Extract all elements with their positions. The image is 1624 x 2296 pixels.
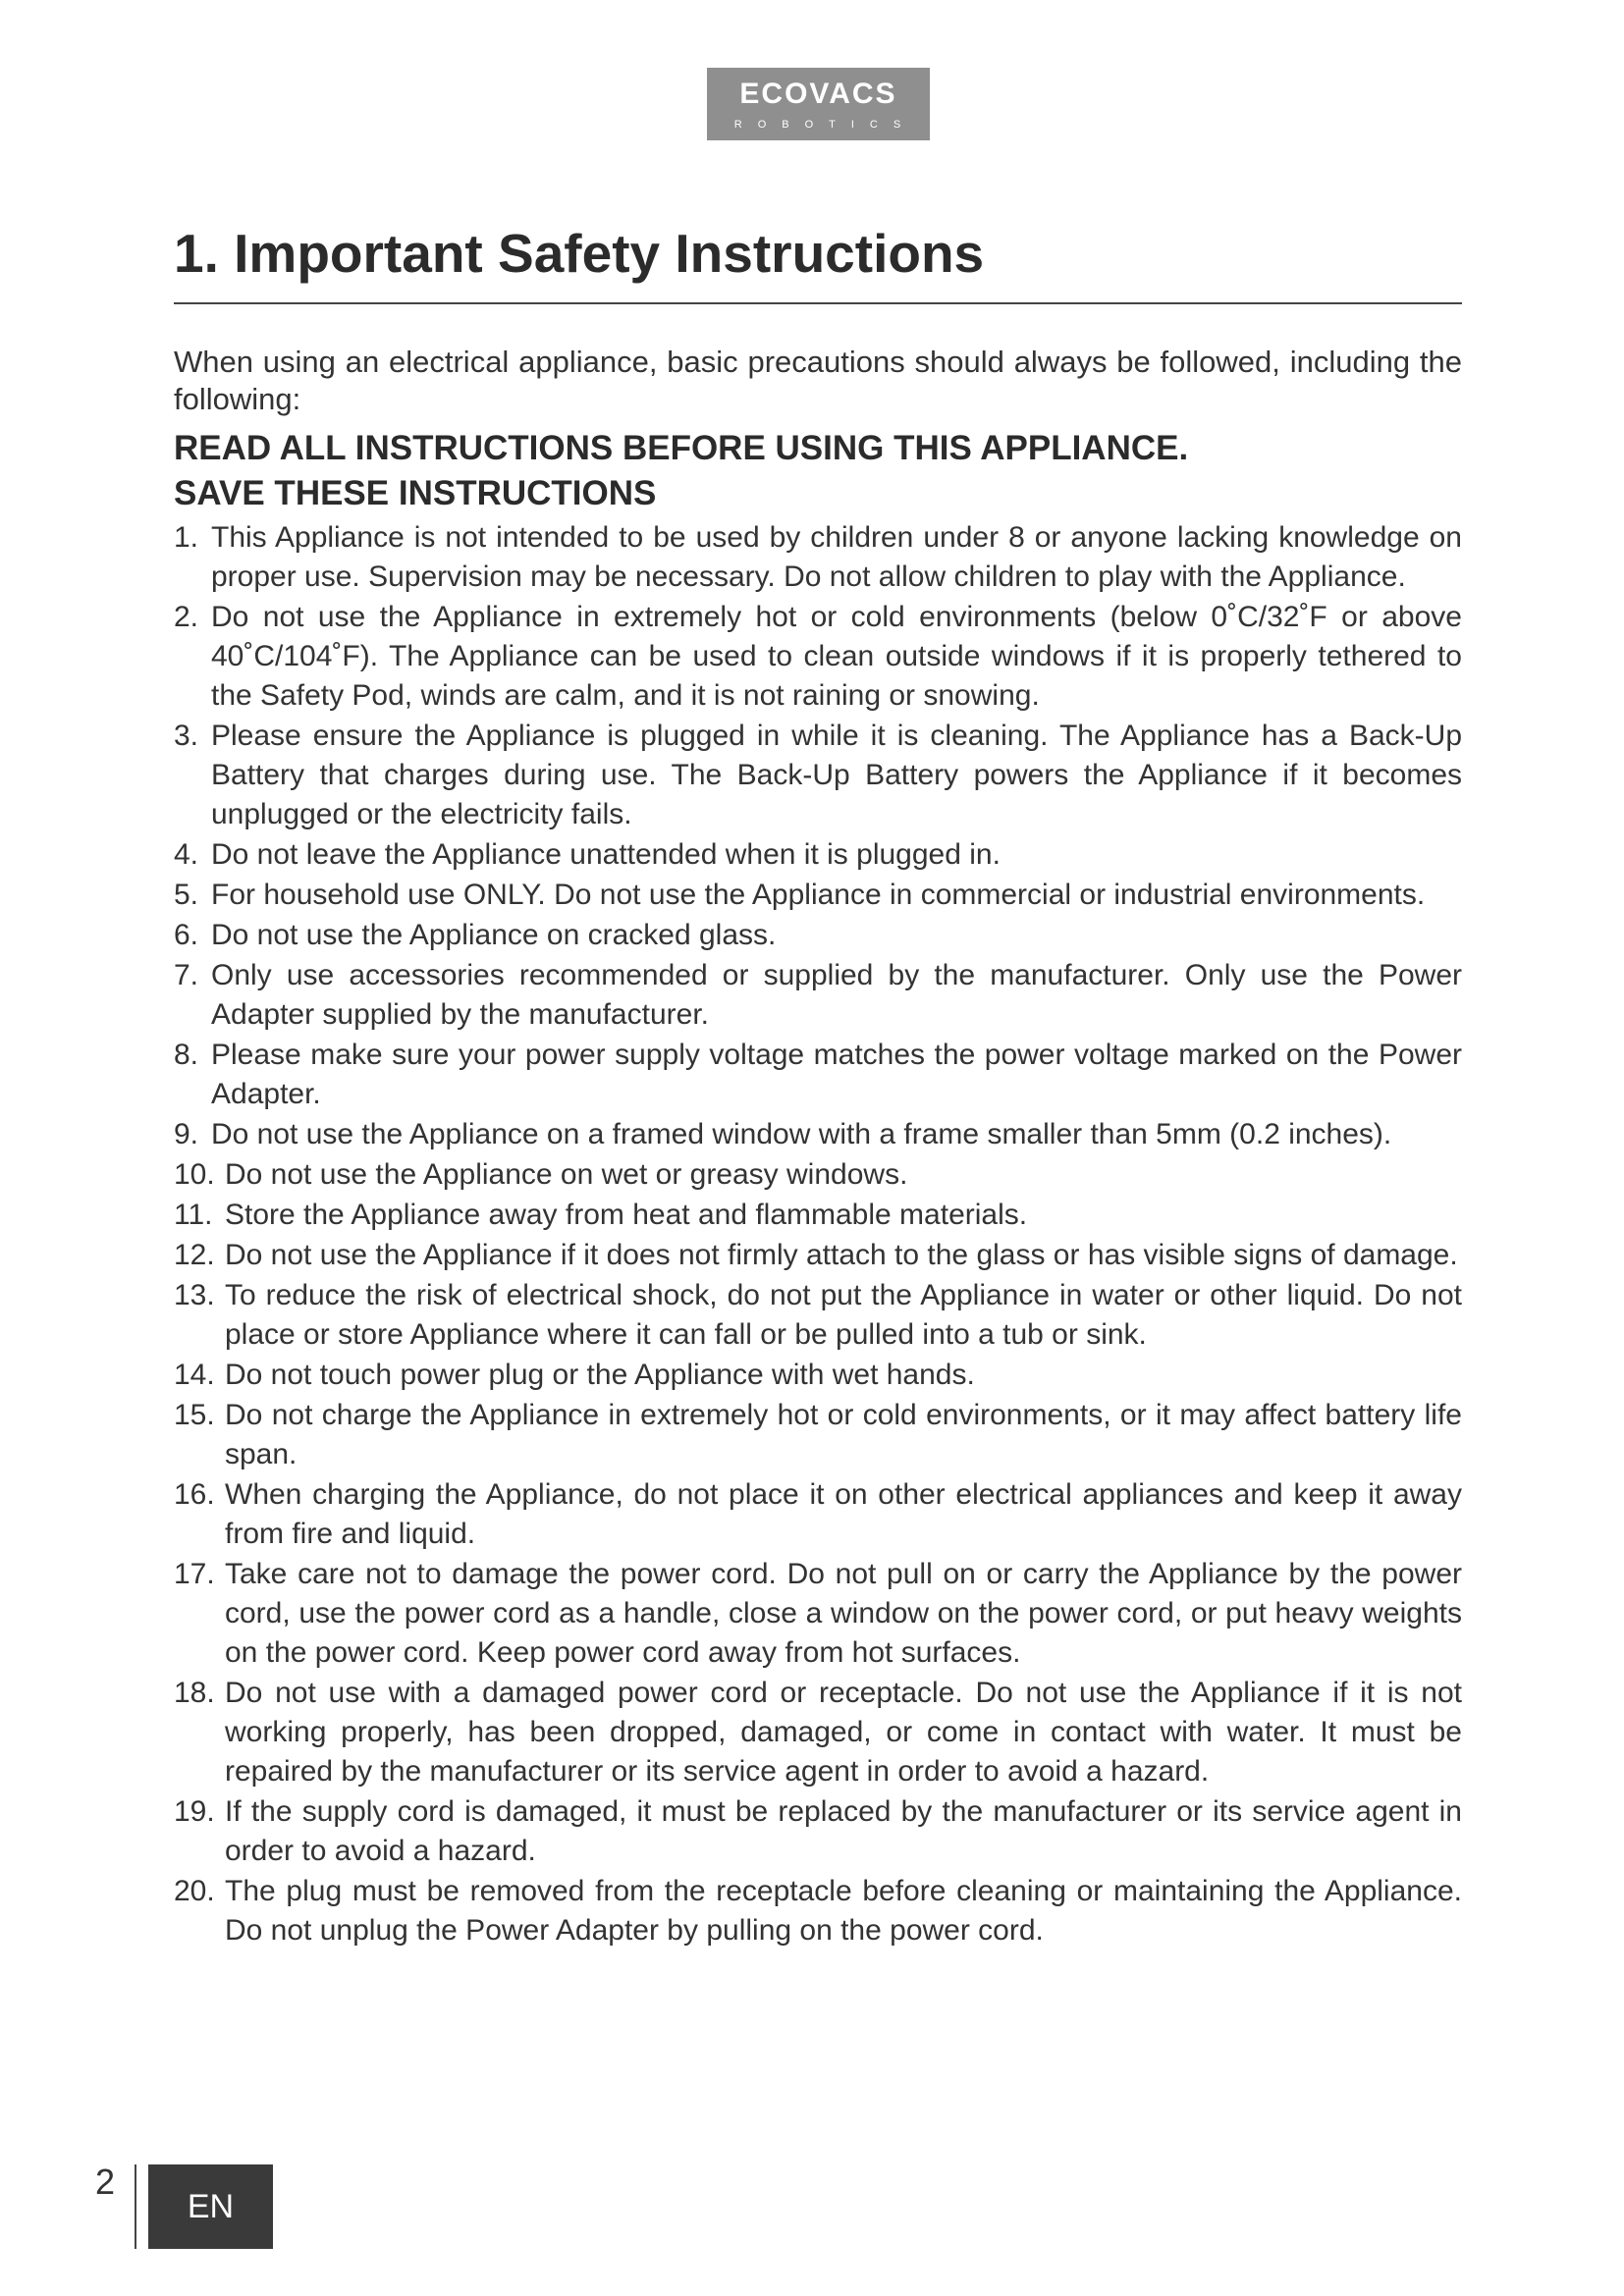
list-item bbox=[174, 916, 1462, 955]
item-number: 5. bbox=[174, 879, 199, 911]
safety-instruction-list bbox=[174, 518, 1462, 1950]
item-number: 8. bbox=[174, 1039, 199, 1071]
item-number: 10. bbox=[174, 1158, 215, 1191]
brand-logo bbox=[707, 68, 930, 140]
language-tab: EN bbox=[148, 2164, 273, 2249]
item-number: 12. bbox=[174, 1239, 215, 1271]
item-text: Do not leave the Appliance unattended when it is plugged in. bbox=[211, 838, 1001, 871]
list-item bbox=[174, 1674, 1462, 1791]
footer-divider bbox=[135, 2164, 136, 2249]
item-text: Do not use the Appliance if it does not firmly attach to the glass or has visible signs of damage. bbox=[225, 1239, 1458, 1271]
item-text: Take care not to damage the power cord. Do not pull on or carry the Appliance by the power cord, use the power cord as a handle, close a window on the power cord, or put heavy weights on the power cord. Keep power cord away from hot surfaces. bbox=[225, 1558, 1462, 1669]
item-number: 2. bbox=[174, 601, 199, 633]
item-number: 15. bbox=[174, 1399, 215, 1431]
item-text: When charging the Appliance, do not place it on other electrical appliances and keep it away from fire and liquid. bbox=[225, 1478, 1462, 1550]
warning-read-instructions: READ ALL INSTRUCTIONS BEFORE USING THIS APPLIANCE. bbox=[174, 429, 1189, 467]
list-item bbox=[174, 1475, 1462, 1554]
intro-paragraph: When using an electrical appliance, basic precautions should always be followed, including the following: bbox=[174, 345, 1462, 416]
item-number: 17. bbox=[174, 1558, 215, 1590]
item-text: Do not touch power plug or the Appliance with wet hands. bbox=[225, 1359, 975, 1391]
list-item bbox=[174, 1115, 1462, 1154]
list-item bbox=[174, 1555, 1462, 1673]
item-number: 1. bbox=[174, 521, 199, 554]
warning-save-instructions: SAVE THESE INSTRUCTIONS bbox=[174, 474, 657, 512]
list-item bbox=[174, 835, 1462, 875]
title-divider bbox=[174, 302, 1462, 304]
item-number: 9. bbox=[174, 1118, 199, 1150]
list-item bbox=[174, 1356, 1462, 1395]
logo-subtitle: ROBOTICS bbox=[733, 119, 917, 131]
item-number: 19. bbox=[174, 1795, 215, 1828]
item-number: 20. bbox=[174, 1875, 215, 1907]
list-item bbox=[174, 518, 1462, 597]
list-item bbox=[174, 1792, 1462, 1871]
list-item bbox=[174, 1396, 1462, 1474]
item-text: Do not use the Appliance on a framed window with a frame smaller than 5mm (0.2 inches). bbox=[211, 1118, 1392, 1150]
item-number: 3. bbox=[174, 720, 199, 752]
list-item bbox=[174, 1155, 1462, 1195]
item-text: Only use accessories recommended or supplied by the manufacturer. Only use the Power Adapter supplied by the manufacturer. bbox=[211, 959, 1462, 1031]
item-text: Do not use the Appliance in extremely hot or cold environments (below 0˚C/32˚F or above 40˚C/104˚F). The Appliance can be used to clean outside windows if it is properly tethered to the Safety Pod, winds are calm, and it is not raining or snowing. bbox=[211, 601, 1462, 712]
item-text: If the supply cord is damaged, it must be replaced by the manufacturer or its service agent in order to avoid a hazard. bbox=[225, 1795, 1462, 1867]
list-item bbox=[174, 1276, 1462, 1355]
list-item bbox=[174, 1872, 1462, 1950]
item-text: Do not use the Appliance on wet or greasy windows. bbox=[225, 1158, 908, 1191]
list-item bbox=[174, 717, 1462, 834]
item-text: Do not charge the Appliance in extremely hot or cold environments, or it may affect battery life span. bbox=[225, 1399, 1462, 1470]
item-text: For household use ONLY. Do not use the Appliance in commercial or industrial environments. bbox=[211, 879, 1426, 911]
list-item bbox=[174, 1196, 1462, 1235]
item-number: 13. bbox=[174, 1279, 215, 1311]
list-item bbox=[174, 1236, 1462, 1275]
item-number: 14. bbox=[174, 1359, 215, 1391]
item-text: Please make sure your power supply voltage matches the power voltage marked on the Power Adapter. bbox=[211, 1039, 1462, 1110]
list-item bbox=[174, 1036, 1462, 1114]
item-text: This Appliance is not intended to be used by children under 8 or anyone lacking knowledge on proper use. Supervision may be necessary. Do not allow children to play with the Appliance. bbox=[211, 521, 1462, 593]
page-title: 1. Important Safety Instructions bbox=[174, 223, 985, 284]
item-text: Do not use the Appliance on cracked glass. bbox=[211, 919, 777, 951]
item-number: 7. bbox=[174, 959, 199, 991]
item-text: Do not use with a damaged power cord or receptacle. Do not use the Appliance if it is not working properly, has been dropped, damaged, or come in contact with water. It must be repaired by the manufacturer or its service agent in order to avoid a hazard. bbox=[225, 1677, 1462, 1788]
main-content bbox=[174, 344, 1462, 1951]
item-number: 16. bbox=[174, 1478, 215, 1511]
list-item bbox=[174, 956, 1462, 1035]
item-text: To reduce the risk of electrical shock, do not put the Appliance in water or other liquid. Do not place or store Appliance where it can fall or be pulled into a tub or sink. bbox=[225, 1279, 1462, 1351]
item-number: 4. bbox=[174, 838, 199, 871]
item-text: The plug must be removed from the receptacle before cleaning or maintaining the Appliance. Do not unplug the Power Adapter by pulling on the power cord. bbox=[225, 1875, 1462, 1947]
item-text: Please ensure the Appliance is plugged in while it is cleaning. The Appliance has a Back-Up Battery that charges during use. The Back-Up Battery powers the Appliance if it becomes unplugged or the electricity fails. bbox=[211, 720, 1462, 830]
item-text: Store the Appliance away from heat and flammable materials. bbox=[225, 1199, 1028, 1231]
page-number: 2 bbox=[95, 2162, 116, 2202]
logo-wordmark: ECOVACS bbox=[739, 78, 897, 110]
list-item bbox=[174, 876, 1462, 915]
item-number: 6. bbox=[174, 919, 199, 951]
item-number: 18. bbox=[174, 1677, 215, 1709]
list-item bbox=[174, 598, 1462, 716]
item-number: 11. bbox=[174, 1199, 213, 1231]
